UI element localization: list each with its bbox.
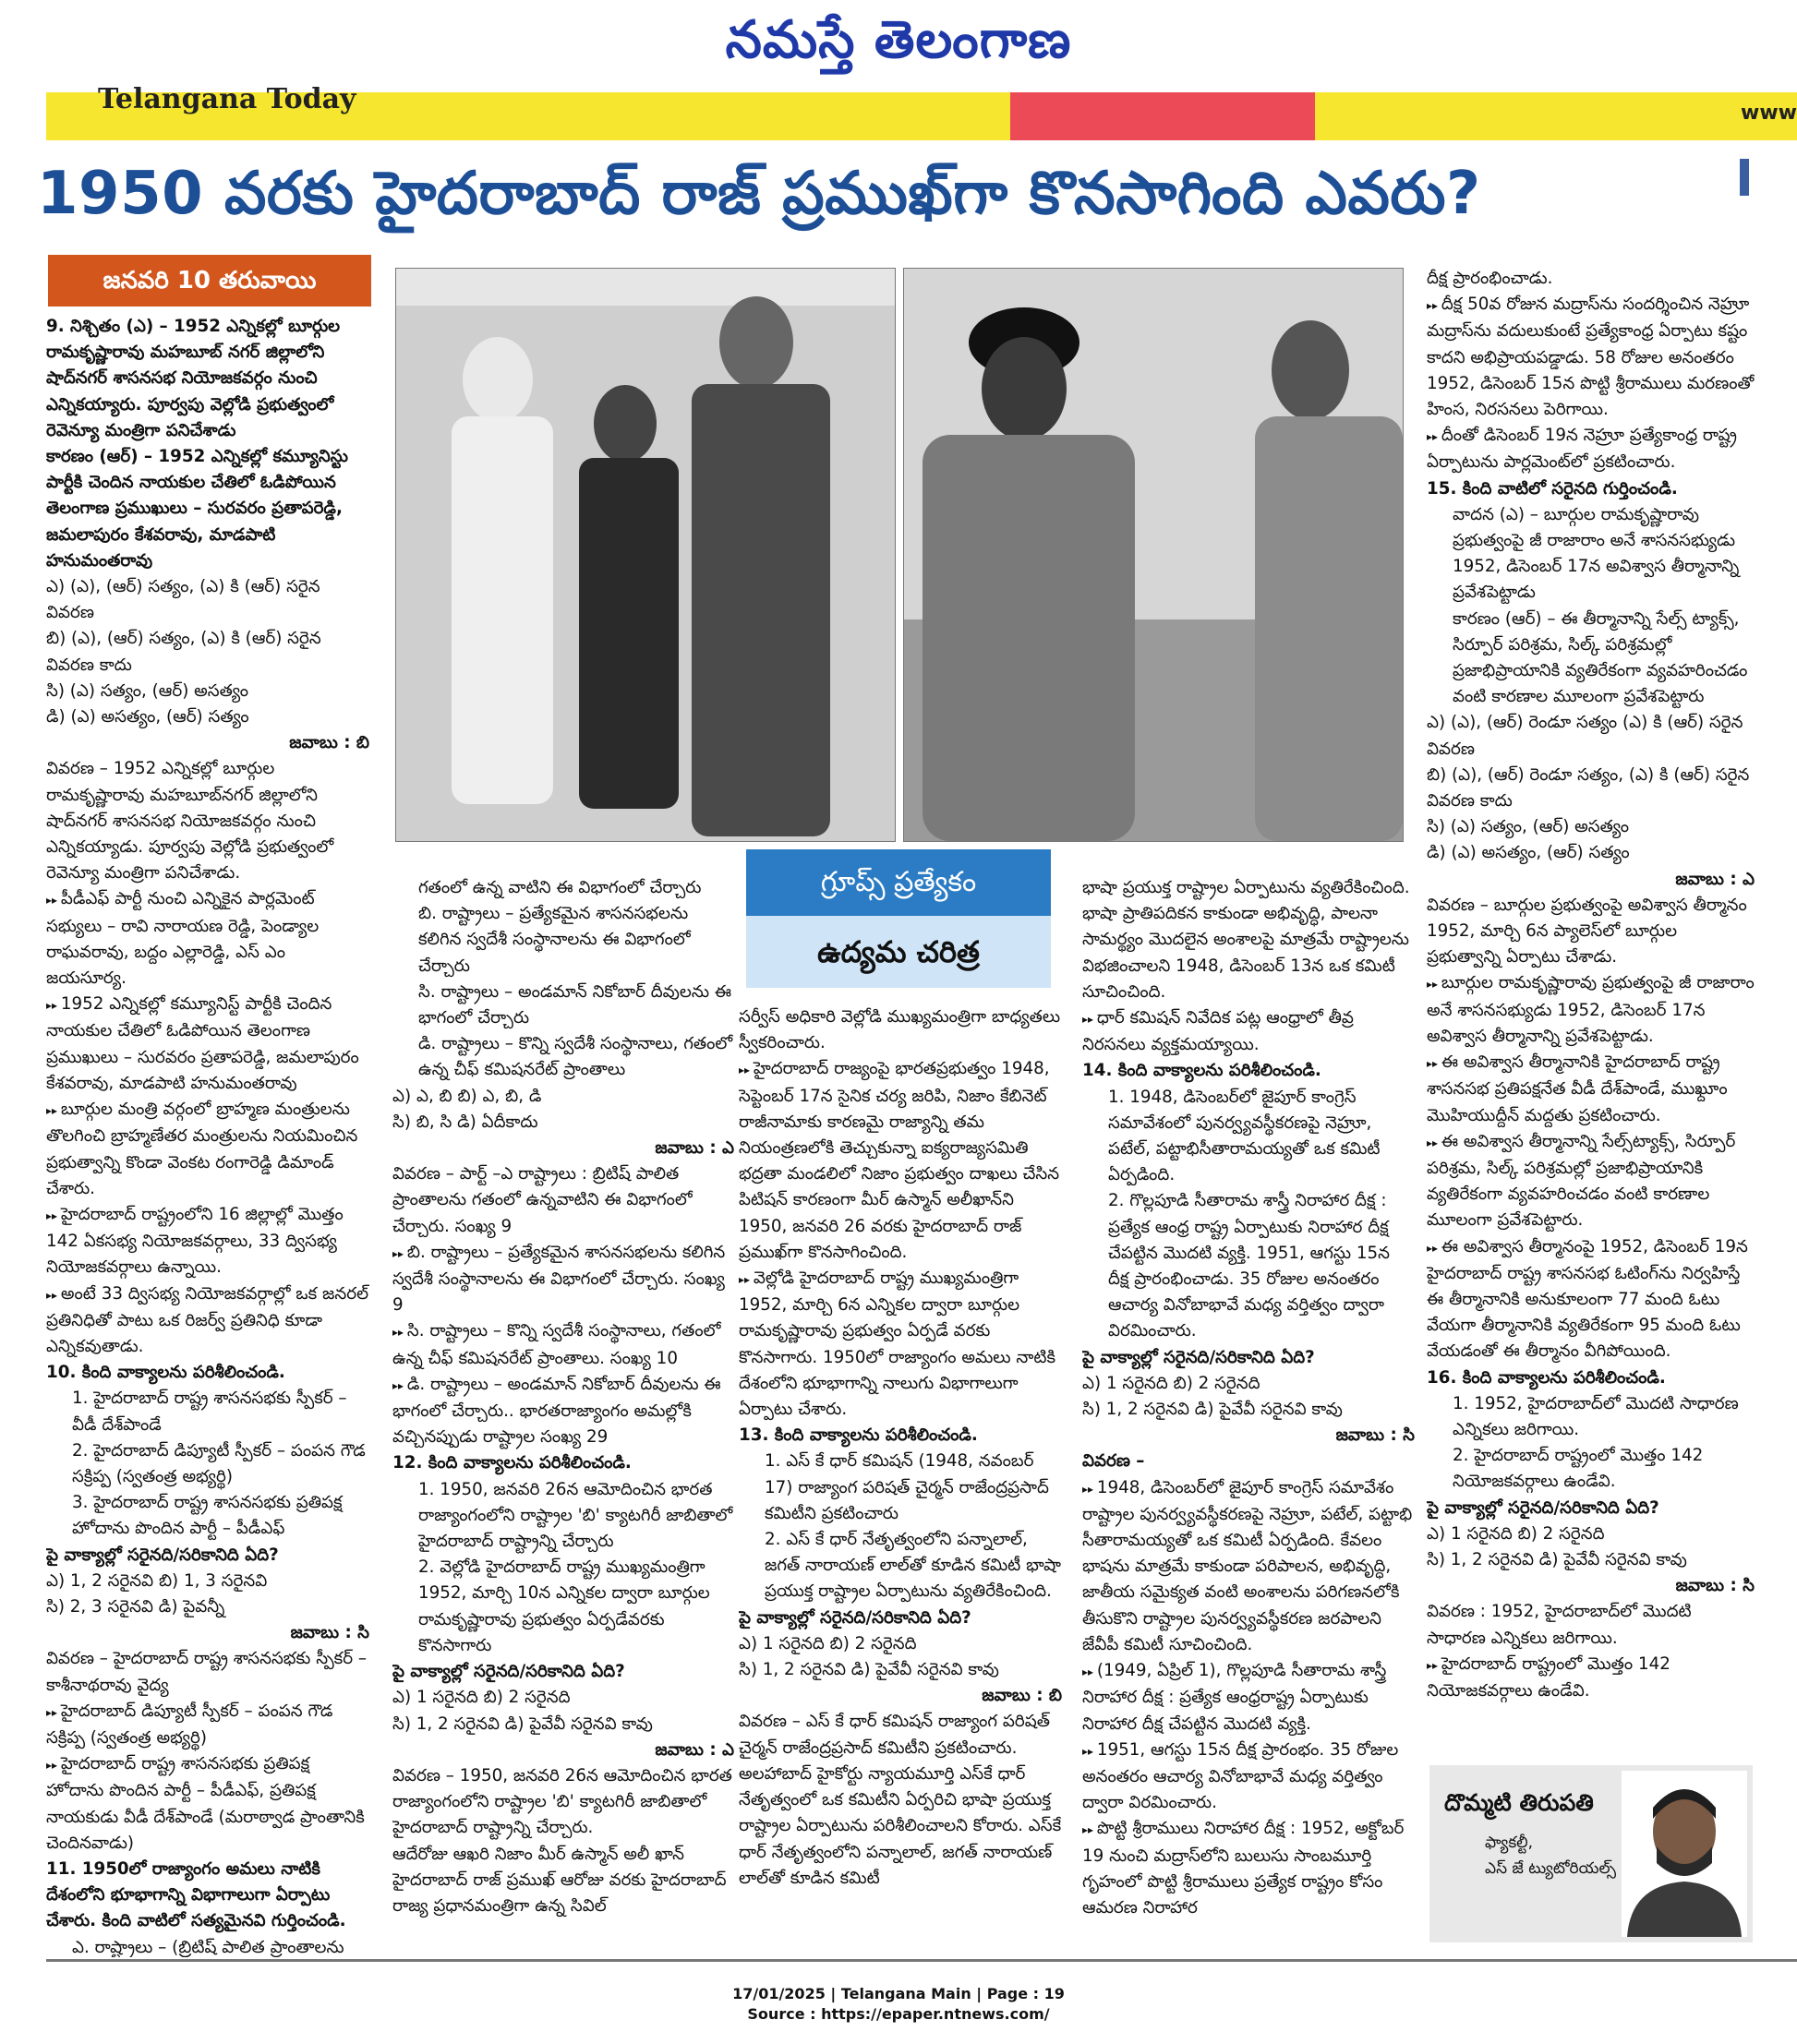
paragraph: దీక్ష ప్రారంభించాడు. (1427, 269, 1553, 288)
statement-item: గతంలో ఉన్న వాటిని ఈ విభాగంలో చేర్చారు (418, 878, 702, 897)
masthead (0, 0, 1797, 92)
bullet-item: ▸▸ 1952 ఎన్నికల్లో కమ్యూనిస్ట్ పార్టీకి చెందిన నాయకుల చేతిలో ఓడిపోయిన తెలంగాణ ప్రముఖులు – సురవరం ప్రతాపరెడ్డి, జమలాపురం కేశవరావు, మాడపాటి హనుమంతరావు (46, 992, 369, 1097)
statement-item: వాదన (ఎ) – బూర్గుల రామకృష్ణారావు ప్రభుత్వంపై జీ రాజారాం అనే శాసనసభ్యుడు 1952, డిసెంబర్ 17న అవిశ్వాస తీర్మానాన్ని ప్రవేశపెట్టాడు (1453, 504, 1740, 603)
options-row: సి) 2, 3 సరైనవి డి) పైవన్నీ (46, 1596, 225, 1617)
answer-label: జవాబు : సి (1675, 1576, 1755, 1596)
column-1 (46, 314, 369, 1957)
question-12: 12. కింది వాక్యాలను పరిశీలించండి. (392, 1453, 632, 1473)
options-row: సి) 1, 2 సరైనవి డి) పైవేవీ సరైనవి కావు (392, 1713, 653, 1734)
options-row: సి) 1, 2 సరైనవి డి) పైవేవీ సరైనవి కావు (1082, 1400, 1343, 1420)
column-2 (392, 875, 734, 1957)
statement-item: సి. రాష్ట్రాలు – అండమాన్ నికోబార్ దీవులను ఈ భాగంలో చేర్చారు (418, 981, 732, 1028)
statement-item: 1. ఎస్ కే ధార్ కమిషన్ (1948, నవంబర్ 17) రాజ్యాంగ పరిషత్ చైర్మన్ రాజేంద్రప్రసాద్ కమిటీని ప్రకటించారు (765, 1451, 1049, 1523)
explanation: వివరణ – 1950, జనవరి 26న ఆమోదించిన భారత రాజ్యాంగంలోని రాష్ట్రాల 'బి' క్యాటగిరీ జాబితాలో హైదరాబాద్ రాష్ట్రాన్ని చేర్చారు. (392, 1765, 732, 1838)
which-correct-prompt: పై వాక్యాల్లో సరైనది/సరికానిది ఏది? (1427, 1497, 1659, 1518)
which-correct-prompt: పై వాక్యాల్లో సరైనది/సరికానిది ఏది? (739, 1607, 971, 1628)
three-men-photo-image (396, 269, 895, 841)
statement-item: 2. హైదరాబాద్ రాష్ట్రంలో మొత్తం 142 నియోజకవర్గాలు ఉండేవి. (1453, 1446, 1704, 1492)
options-row: సి) బి, సి డి) ఏదీకాదు (392, 1112, 538, 1132)
bullet-item: ▸▸ దీంతో డిసెంబర్ 19న నెహ్రూ ప్రత్యేకాంధ్ర రాష్ట్ర ఏర్పాటును పార్లమెంట్‌లో ప్రకటించారు. (1427, 423, 1755, 475)
band-left-label: Telangana Today (98, 83, 356, 115)
bullet-item: ▸▸ బూర్గుల రామకృష్ణారావు ప్రభుత్వంపై జీ రాజారాం అనే శాసనసభ్యుడు 1952, డిసెంబర్ 17న అవిశ్వాస తీర్మానాన్ని ప్రవేశపెట్టాడు. (1427, 970, 1755, 1050)
bullet-item: ▸▸ 1951, ఆగస్టు 15న దీక్ష ప్రారంభం. 35 రోజుల అనంతరం ఆచార్య వినోబాభావే మధ్య వర్తిత్వం ద్వారా విరమించారు. (1082, 1737, 1415, 1817)
bullet-item: ▸▸ (1949, ఏప్రిల్ 1), గొల్లపూడి సీతారామ శాస్త్రీ నిరాహార దీక్ష : ప్రత్యేక ఆంధ్రరాష్ట్ర ఏర్పాటుకు నిరాహార దీక్ష చేపట్టిన మొదటి వ్యక్తి. (1082, 1658, 1415, 1737)
footer-divider (46, 1959, 1797, 1962)
bullet-item: ▸▸ పీడీఎఫ్ పార్టీ నుంచి ఎన్నికైన పార్లమెంట్ సభ్యులు – రావి నారాయణ రెడ్డి, పెండ్యాల రాఘవరావు, బద్దం ఎల్లారెడ్డి, ఎస్ ఎం జయసూర్య. (46, 886, 369, 992)
statement-item: 2. వెల్లోడి హైదరాబాద్ రాష్ట్ర ముఖ్యమంత్రిగా 1952, మార్చి 10న ఎన్నికల ద్వారా బూర్గుల రామకృష్ణారావు ప్రభుత్వం ఏర్పడేవరకు కొనసాగారు (418, 1557, 710, 1655)
bullet-item: ▸▸ ధార్ కమిషన్ నివేదిక పట్ల ఆంధ్రాలో తీవ్ర నిరసనలు వ్యక్తమయ్యాయి. (1082, 1005, 1415, 1058)
bullet-item: ▸▸ ఈ అవిశ్వాస తీర్మానంపై 1952, డిసెంబర్ 19న హైదరాబాద్ రాష్ట్ర శాసనసభ ఓటింగ్‌ను నిర్వహిస్తే ఈ తీర్మానానికి అనుకూలంగా 77 మంది ఓటు వేయగా తీర్మానానికి వ్యతిరేకంగా 95 మంది ఓటు వేయడంతో ఈ తీర్మానం వీగిపోయింది. (1427, 1234, 1755, 1365)
which-correct-prompt: పై వాక్యాల్లో సరైనది/సరికానిది ఏది? (1082, 1347, 1315, 1367)
bullet-item: ▸▸ బూర్గుల మంత్రి వర్గంలో బ్రాహ్మణ మంత్రులను తొలగించి బ్రాహ్మణేతర మంత్రులను నియమించిన ప్రభుత్వాన్ని కొండా వెంకట రంగారెడ్డి డిమాండ్ చేశారు. (46, 1097, 369, 1202)
explanation: వివరణ : 1952, హైదరాబాద్‌లో మొదటి సాధారణ ఎన్నికలు జరిగాయి. (1427, 1602, 1692, 1648)
statement-item: బి. రాష్ట్రాలు – ప్రత్యేకమైన శాసనసభలను కలిగిన స్వదేశీ సంస్థానాలను ఈ విభాగంలో చేర్చారు (418, 904, 691, 976)
option-b: బి) (ఎ), (ఆర్) రెండూ సత్యం, (ఎ) కి (ఆర్) సరైన వివరణ కాదు (1427, 764, 1750, 812)
answer-label: జవాబు : ఎ (655, 1739, 734, 1760)
bullet-item: ▸▸ హైదరాబాద్ రాష్ట్ర శాసనసభకు ప్రతిపక్ష హోదాను పొందిన పార్టీ – పీడీఎఫ్, ప్రతిపక్ష నాయకుడు వీడీ దేశ్‌పాండే (మరాఠ్వాడ ప్రాంతానికి చెందినవాడు) (46, 1751, 369, 1857)
footer-source: Source : https://epaper.ntnews.com/ (747, 2005, 1050, 2023)
bullet-item: ▸▸ ఈ అవిశ్వాస తీర్మానానికి హైదరాబాద్ రాష్ట్ర శాసనసభ ప్రతిపక్షనేత వీడీ దేశ్‌పాండే, ముఖ్దూం మొహియుద్దీన్ మద్దతు ప్రకటించారు. (1427, 1050, 1755, 1129)
historic-photo-left (395, 268, 896, 842)
explanation-label: వివరణ – (1082, 1451, 1145, 1472)
explanation: వివరణ – 1952 ఎన్నికల్లో బూర్గుల రామకృష్ణారావు మహబూబ్‌నగర్ జిల్లాలోని షాద్‌నగర్ శాసనసభ నియోజకవర్గం నుంచి ఎన్నికయ్యాడు. పూర్వపు వెల్లోడి ప్రభుత్వంలో రెవెన్యూ మంత్రిగా పనిచేశాడు. (46, 759, 334, 884)
reason-text: కారణం (ఆర్) – 1952 ఎన్నికల్లో కమ్యూనిస్టు పార్టీకి చెందిన నాయకుల చేతిలో ఓడిపోయిన తెలంగాణ ప్రముఖులు – సురవరం ప్రతాపరెడ్డి, జమలాపురం కేశవరావు, మాడపాటి హనుమంతరావు (46, 447, 348, 571)
statement-item: 1. 1950, జనవరి 26న ఆమోదించిన భారత రాజ్యాంగంలోని రాష్ట్రాల 'బి' క్యాటగిరీ జాబితాలో హైదరాబాద్ రాష్ట్రాన్ని చేర్చారు (418, 1479, 733, 1552)
band-red-block (1010, 92, 1315, 140)
statement-item: కారణం (ఆర్) – ఈ తీర్మానాన్ని సేల్స్ ట్యాక్స్, సిర్పూర్ పరిశ్రమ, సిల్క్ పరిశ్రమల్లో ప్రజాభిప్రాయానికి వ్యతిరేకంగా వ్యవహరించడం వంటి కారణాల మూలంగా ప్రవేశపెట్టారు (1453, 608, 1748, 707)
bullet-item: ▸▸ హైదరాబాద్ రాష్ట్రంలోని 16 జిల్లాల్లో మొత్తం 142 ఏకసభ్య నియోజకవర్గాలు, 33 ద్విసభ్య నియోజకవర్గాలు ఉన్నాయి. (46, 1202, 369, 1281)
option-b: బి) (ఎ), (ఆర్) సత్యం, (ఎ) కి (ఆర్) సరైన వివరణ కాదు (46, 629, 321, 675)
section-heading: జనవరి 10 తరువాయి (48, 255, 371, 307)
bullet-item: ▸▸ పొట్టి శ్రీరాములు నిరాహార దీక్ష : 1952, అక్టోబర్ 19 నుంచి మద్రాస్‌లోని బులుసు సాంబమూర్తి గృహంలో పొట్టి శ్రీరాములు ప్రత్యేక రాష్ట్రం కోసం ఆమరణ నిరాహార (1082, 1816, 1415, 1921)
bullet-item: ▸▸ హైదరాబాద్ రాష్ట్రంలో మొత్తం 142 నియోజకవర్గాలు ఉండేవి. (1427, 1652, 1755, 1704)
question-9: 9. నిశ్చితం (ఎ) – 1952 ఎన్నికల్లో బూర్గుల రామకృష్ణారావు మహబూబ్ నగర్ జిల్లాలోని షాద్‌నగర్ శాసనసభ నియోజకవర్గం నుంచి ఎన్నికయ్యారు. పూర్వపు వెల్లోడి ప్రభుత్వంలో రెవెన్యూ మంత్రిగా పనిచేశాడు (46, 317, 341, 440)
bullet-item: ▸▸ డి. రాష్ట్రాలు – అండమాన్ నికోబార్ దీవులను ఈ భాగంలో చేర్చారు.. భారతరాజ్యాంగం అమల్లోకి వచ్చినప్పుడు రాష్ట్రాల సంఖ్య 29 (392, 1372, 734, 1451)
option-d: డి) (ఎ) అసత్యం, (ఆర్) సత్యం (1427, 843, 1630, 863)
which-correct-prompt: పై వాక్యాల్లో సరైనది/సరికానిది ఏది? (46, 1545, 279, 1565)
question-10: 10. కింది వాక్యాలను పరిశీలించండి. (46, 1363, 285, 1383)
column-3 (739, 1004, 1062, 1957)
answer-label: జవాబు : బి (289, 733, 369, 753)
historic-photo-right (903, 268, 1404, 842)
question-13: 13. కింది వాక్యాలను పరిశీలించండి. (739, 1425, 978, 1446)
author-role: ఫ్యాకల్టీ, (1485, 1834, 1534, 1852)
option-d: డి) (ఎ) అసత్యం, (ఆర్) సత్యం (46, 707, 249, 727)
paragraph: భాషా ప్రయుక్త రాష్ట్రాల ఏర్పాటును వ్యతిరేకించింది. భాషా ప్రాతిపదికన కాకుండా అభివృద్ధి, పాలనా సామర్థ్యం మొదలైన అంశాలపై మాత్రమే రాష్ట్రాలను విభజించాలని 1948, డిసెంబర్ 13న ఒక కమిటీ సూచించింది. (1082, 878, 1410, 1002)
explanation: ఆదేరోజు ఆఖరి నిజాం మీర్ ఉస్మాన్ అలీ ఖాన్ హైదరాబాద్ రాజ్ ప్రముఖ్ ఆరోజు వరకు హైదరాబాద్ రాజ్య ప్రధానమంత్రిగా ఉన్న సివిల్ (392, 1844, 727, 1916)
explanation: వివరణ – పార్ట్ –ఎ రాష్ట్రాలు : బ్రిటిష్ పాలిత ప్రాంతాలను గతంలో ఉన్నవాటిని ఈ విభాగంలో చేర్చారు. సంఖ్య 9 (392, 1164, 693, 1236)
edge-marker (1740, 159, 1749, 196)
column-4 (1082, 875, 1415, 1957)
statement-item: 3. హైదరాబాద్ రాష్ట్ర శాసనసభకు ప్రతిపక్ష హోదాను పొందిన పార్టీ – పీడీఎఫ్ (72, 1493, 343, 1539)
paragraph: సర్వీస్ అధికారి వెల్లోడి ముఖ్యమంత్రిగా బాధ్యతలు స్వీకరించారు. (739, 1007, 1061, 1053)
question-14: 14. కింది వాక్యాలను పరిశీలించండి. (1082, 1061, 1321, 1081)
question-15: 15. కింది వాటిలో సరైనది గుర్తించండి. (1427, 478, 1678, 499)
bullet-item: ▸▸ బి. రాష్ట్రాలు – ప్రత్యేకమైన శాసనసభలను కలిగిన స్వదేశీ సంస్థానాలను ఈ విభాగంలో చేర్చారు. సంఖ్య 9 (392, 1240, 734, 1319)
question-16: 16. కింది వాక్యాలను పరిశీలించండి. (1427, 1367, 1666, 1388)
statement-item: 1. 1948, డిసెంబర్‌లో జైపూర్ కాంగ్రెస్ సమావేశంలో పునర్వ్యవస్థీకరణపై నెహ్రూ, పటేల్, పట్టాభిసీతారామయ్యతో ఒక కమిటీ ఏర్పడింది. (1108, 1087, 1381, 1185)
movement-history-title: ఉద్యమ చరిత్ర (746, 916, 1051, 988)
footer-date-page: 17/01/2025 | Telangana Main | Page : 19 (732, 1985, 1065, 2002)
groups-special-box (746, 849, 1051, 988)
top-band (46, 83, 1797, 140)
explanation: వివరణ – బూర్గుల ప్రభుత్వంపై అవిశ్వాస తీర్మానం 1952, మార్చి 6న ప్యాలెస్‌లో బూర్గుల ప్రభుత్వాన్ని ఏర్పాటు చేశాడు. (1427, 895, 1747, 968)
bullet-item: ▸▸ హైదరాబాద్ రాజ్యంపై భారతప్రభుత్వం 1948, సెప్టెంబర్ 17న సైనిక చర్య జరిపి, నిజాం కేబినెట్ రాజీనామాకు కారణమై రాజ్యాన్ని తమ నియంత్రణలోకి తెచ్చుకున్నా ఐక్యరాజ్యసమితి భద్రతా మండలిలో నిజాం ప్రభుత్వం దాఖలు చేసిన పిటిషన్ కారణంగా మీర్ ఉస్మాన్ అలీఖాన్‌ని 1950, జనవరి 26 వరకు హైదరాబాద్ రాజ్ ప్రముఖ్‌గా కొనసాగించింది. (739, 1056, 1062, 1266)
which-correct-prompt: పై వాక్యాల్లో సరైనది/సరికానిది ఏది? (392, 1662, 625, 1682)
statement-item: 2. ఎస్ కే ధార్ నేతృత్వంలోని పన్నాలాల్, జగత్ నారాయణ్ లాల్‌తో కూడిన కమిటీ భాషా ప్రయుక్త రాష్ట్రాల ఏర్పాటును వ్యతిరేకించింది. (765, 1530, 1061, 1602)
author-org: ఎస్ జే ట్యుటోరియల్స్ (1485, 1859, 1617, 1878)
option-a: ఎ) (ఎ), (ఆర్) సత్యం, (ఎ) కి (ఆర్) సరైన వివరణ (46, 577, 320, 623)
statement-item: డి. రాష్ట్రాలు – కొన్ని స్వదేశీ సంస్థానాలు, గతంలో ఉన్న చీఫ్ కమిషనరేట్ ప్రాంతాలు (418, 1034, 733, 1080)
options-row: ఎ) 1 సరైనది బి) 2 సరైనది (1427, 1523, 1605, 1544)
options-row: ఎ) ఎ, బి బి) ఎ, బి, డి (392, 1086, 542, 1106)
options-row: ఎ) 1 సరైనది బి) 2 సరైనది (392, 1688, 571, 1708)
statement-item: 1. హైదరాబాద్ రాష్ట్ర శాసనసభకు స్పీకర్ – వీడీ దేశ్‌పాండే (72, 1389, 347, 1435)
bullet-item: ▸▸ 1948, డిసెంబర్‌లో జైపూర్ కాంగ్రెస్ సమావేశం రాష్ట్రాల పునర్వ్యవస్థీకరణపై నెహ్రూ, పటేల్, పట్టాభి సీతారామయ్యతో ఒక కమిటీ ఏర్పడింది. కేవలం భాషను మాత్రమే కాకుండా పరిపాలన, అభివృద్ధి, జాతీయ సమైక్యత వంటి అంశాలను పరిగణనలోకి తీసుకొని రాష్ట్రాల పునర్వ్యవస్థీకరణ జరపాలని జేవీపీ కమిటీ సూచించింది. (1082, 1475, 1415, 1658)
statement-item: 1. 1952, హైదరాబాద్‌లో మొదటి సాధారణ ఎన్నికలు జరిగాయి. (1453, 1393, 1739, 1439)
bullet-item: ▸▸ దీక్ష 50వ రోజున మద్రాస్‌ను సందర్శించిన నెహ్రూ మద్రాస్‌ను వదులుకుంటే ప్రత్యేకాంధ్ర ఏర్పాటు కష్టం కాదని అభిప్రాయపడ్డాడు. 58 రోజుల అనంతరం 1952, డిసెంబర్ 15న పొట్టి శ్రీరాములు మరణంతో హింస, నిరసనలు పెరిగాయి. (1427, 292, 1755, 423)
author-name: దొమ్మటి తిరుపతి (1444, 1789, 1594, 1816)
author-avatar-image (1622, 1771, 1747, 1937)
question-11: 11. 1950లో రాజ్యాంగం అమలు నాటికి దేశంలోని భూభాగాన్ని విభాగాలుగా ఏర్పాటు చేశారు. కింది వాటిలో సత్యమైనవి గుర్తించండి. (46, 1858, 346, 1931)
options-row: సి) 1, 2 సరైనవి డి) పైవేవీ సరైనవి కావు (1427, 1549, 1687, 1569)
bullet-item: ▸▸ సి. రాష్ట్రాలు – కొన్ని స్వదేశీ సంస్థానాలు, గతంలో ఉన్న చీఫ్ కమిషనరేట్ ప్రాంతాలు. సంఖ్య 10 (392, 1318, 734, 1371)
statement-item: 2. హైదరాబాద్ డిప్యూటీ స్పీకర్ – పంపన గౌడ సక్రిప్ప (స్వతంత్ర అభ్యర్థి) (72, 1440, 366, 1486)
groups-special-title: గ్రూప్స్ ప్రత్యేకం (746, 849, 1051, 916)
statement-item: ఎ. రాష్ట్రాలు – (బ్రిటిష్ పాలిత ప్రాంతాలను (72, 1937, 344, 1957)
option-c: సి) (ఎ) సత్యం, (ఆర్) అసత్యం (46, 680, 249, 701)
statement-item: 2. గొల్లపూడి సీతారామ శాస్త్రీ నిరాహార దీక్ష : ప్రత్యేక ఆంధ్ర రాష్ట్ర ఏర్పాటుకు నిరాహార దీక్ష చేపట్టిన మొదటి వ్యక్తి. 1951, ఆగస్టు 15న దీక్ష ప్రారంభించాడు. 35 రోజుల అనంతరం ఆచార్య వినోబాభావే మధ్య వర్తిత్వం ద్వారా విరమించారు. (1108, 1191, 1390, 1341)
author-box (1429, 1765, 1753, 1942)
bullet-item: ▸▸ అంటే 33 ద్విసభ్య నియోజకవర్గాల్లో ఒక జనరల్ ప్రతినిధితో పాటు ఒక రిజర్వ్ ప్రతినిధి కూడా ఎన్నికవుతాడు. (46, 1281, 369, 1361)
option-a: ఎ) (ఎ), (ఆర్) రెండూ సత్యం (ఎ) కి (ఆర్) సరైన వివరణ (1427, 713, 1743, 759)
column-5 (1427, 266, 1755, 1760)
option-c: సి) (ఎ) సత్యం, (ఆర్) అసత్యం (1427, 817, 1630, 837)
answer-label: జవాబు : బి (982, 1686, 1062, 1706)
answer-label: జవాబు : సి (1335, 1425, 1415, 1446)
explanation: వివరణ – హైదరాబాద్ రాష్ట్ర శాసనసభకు స్పీకర్ – కాశీనాథరావు వైద్య (46, 1649, 367, 1695)
bullet-item: ▸▸ వెల్లోడి హైదరాబాద్ రాష్ట్ర ముఖ్యమంత్రిగా 1952, మార్చి 6న ఎన్నికల ద్వారా బూర్గుల రామకృష్ణారావు ప్రభుత్వం ఏర్పడే వరకు కొనసాగారు. 1950లో రాజ్యాంగం అమలు నాటికి దేశంలోని భూభాగాన్ని నాలుగు విభాగాలుగా ఏర్పాటు చేశారు. (739, 1266, 1062, 1423)
explanation: వివరణ – ఎస్ కే ధార్ కమిషన్ రాజ్యాంగ పరిషత్ చైర్మన్ రాజేంద్రప్రసాద్ కమిటీని ప్రకటించారు. అలహాబాద్ హైకోర్టు న్యాయమూర్తి ఎస్‌కే ధార్ నేతృత్వంలో ఒక కమిటీని ఏర్పరిచి భాషా ప్రయుక్త రాష్ట్రాల ఏర్పాటును పరిశీలించాలని కోరారు. ఎస్‌కే ధార్ నేతృత్వంలోని పన్నాలాల్, జగత్ నారాయణ్ లాల్‌తో కూడిన కమిటీ (739, 1712, 1062, 1888)
page-headline: 1950 వరకు హైదరాబాద్ రాజ్ ప్రముఖ్‌గా కొనసాగింది ఎవరు? (37, 160, 1481, 228)
options-row: ఎ) 1, 2 సరైనవి బి) 1, 3 సరైనవి (46, 1570, 268, 1591)
options-row: ఎ) 1 సరైనది బి) 2 సరైనది (739, 1633, 917, 1653)
band-right-label: www (1741, 102, 1797, 125)
newspaper-logo: నమస్తే తెలంగాణ (725, 9, 1072, 70)
bullet-item: ▸▸ హైదరాబాద్ డిప్యూటీ స్పీకర్ – పంపన గౌడ సక్రిప్ప (స్వతంత్ర అభ్యర్థి) (46, 1699, 369, 1751)
options-row: సి) 1, 2 సరైనవి డి) పైవేవీ సరైనవి కావు (739, 1660, 999, 1680)
military-officers-photo-image (904, 269, 1403, 841)
answer-label: జవాబు : ఎ (1675, 869, 1755, 889)
author-photo (1622, 1771, 1747, 1937)
answer-label: జవాబు : సి (290, 1623, 369, 1643)
options-row: ఎ) 1 సరైనది బి) 2 సరైనది (1082, 1373, 1260, 1393)
answer-label: జవాబు : ఎ (655, 1138, 734, 1159)
bullet-item: ▸▸ ఈ అవిశ్వాస తీర్మానాన్ని సేల్స్‌ట్యాక్స్, సిర్పూర్ పరిశ్రమ, సిల్క్ పరిశ్రమల్లో ప్రజాభిప్రాయానికి వ్యతిరేకంగా వ్యవహరించడం వంటి కారణాల మూలంగా ప్రవేశపెట్టారు. (1427, 1129, 1755, 1234)
